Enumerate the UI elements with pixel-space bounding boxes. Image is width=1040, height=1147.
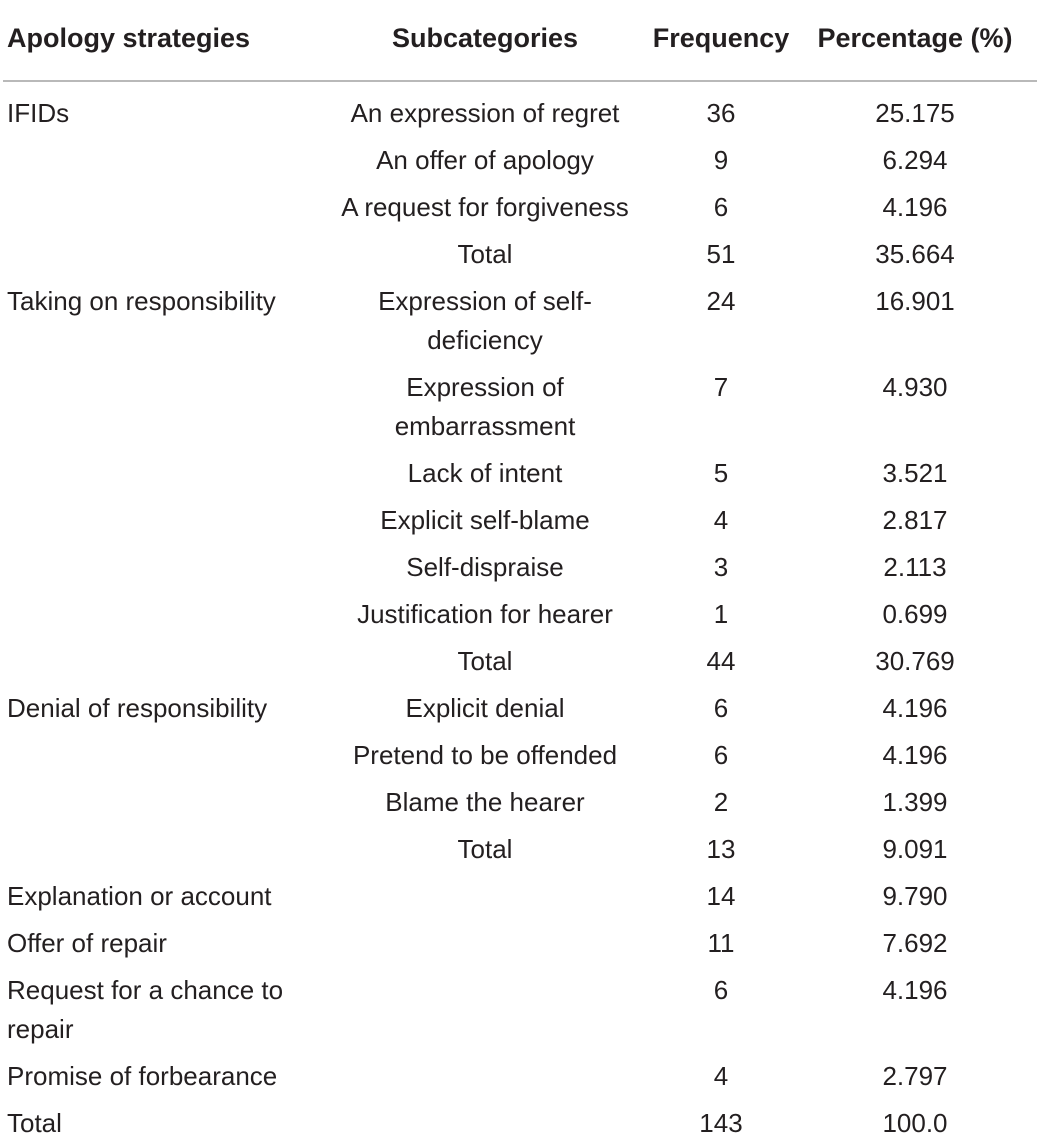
table-row: [3, 278, 1037, 364]
strategy-cell: [3, 544, 321, 591]
table-row: [3, 873, 1037, 920]
strategy-cell: [3, 231, 321, 278]
percentage-cell: 4.196: [882, 192, 948, 222]
table-row-grand-total: [3, 1100, 1037, 1147]
strategy-cell: [3, 450, 321, 497]
frequency-cell: 44: [706, 646, 736, 676]
percentage-cell: 3.521: [882, 458, 948, 488]
strategy-cell: [3, 497, 321, 544]
subcategory-cell: [321, 873, 649, 920]
frequency-cell: 13: [706, 834, 736, 864]
table-row: [3, 497, 1037, 544]
frequency-cell: 51: [706, 239, 736, 269]
percentage-cell: 4.196: [882, 975, 948, 1005]
table-row: [3, 826, 1037, 873]
subcategory-cell: Expression of self-deficiency: [378, 286, 592, 355]
strategy-cell: [3, 779, 321, 826]
table-row: [3, 591, 1037, 638]
table-row: [3, 231, 1037, 278]
subcategory-cell: Expression of embarrassment: [394, 372, 576, 441]
percentage-cell: 25.175: [875, 98, 955, 128]
frequency-cell: 143: [699, 1108, 743, 1138]
strategy-cell: Total: [7, 1108, 62, 1138]
table-row: [3, 544, 1037, 591]
table-row: [3, 184, 1037, 231]
frequency-cell: 4: [713, 1061, 729, 1091]
percentage-cell: 2.817: [882, 505, 948, 535]
strategy-cell: [3, 364, 321, 450]
percentage-cell: 35.664: [875, 239, 955, 269]
subcategory-cell: Total: [457, 834, 513, 864]
frequency-cell: 4: [713, 505, 729, 535]
frequency-cell: 9: [713, 145, 729, 175]
table-header: [3, 0, 1037, 81]
table-row: [3, 779, 1037, 826]
percentage-cell: 9.790: [882, 881, 948, 911]
table-row: [3, 732, 1037, 779]
percentage-cell: 4.930: [882, 372, 948, 402]
strategy-cell: Offer of repair: [7, 928, 167, 958]
frequency-cell: 6: [713, 192, 729, 222]
percentage-cell: 4.196: [882, 693, 948, 723]
header-frequency: Frequency: [649, 0, 793, 81]
subcategory-cell: Self-dispraise: [406, 552, 564, 582]
percentage-cell: 9.091: [882, 834, 948, 864]
strategy-cell: [3, 826, 321, 873]
subcategory-cell: An expression of regret: [350, 98, 620, 128]
frequency-cell: 24: [706, 286, 736, 316]
strategy-cell: [3, 137, 321, 184]
header-subcategories: Subcategories: [321, 0, 649, 81]
frequency-cell: 1: [713, 599, 729, 629]
strategy-cell: Request for a chance to repair: [7, 975, 284, 1044]
percentage-cell: 100.0: [882, 1108, 948, 1138]
percentage-cell: 7.692: [882, 928, 948, 958]
percentage-cell: 16.901: [875, 286, 955, 316]
frequency-cell: 6: [713, 740, 729, 770]
frequency-cell: 36: [706, 98, 736, 128]
strategy-cell: Taking on responsibility: [7, 286, 276, 316]
table-row: [3, 685, 1037, 732]
table-row: [3, 137, 1037, 184]
header-row: [3, 0, 1037, 81]
table-row: [3, 967, 1037, 1053]
table-row: [3, 81, 1037, 137]
subcategory-cell: Total: [457, 646, 513, 676]
subcategory-cell: Blame the hearer: [385, 787, 585, 817]
frequency-cell: 6: [713, 693, 729, 723]
subcategory-cell: A request for forgiveness: [341, 192, 629, 222]
frequency-cell: 3: [713, 552, 729, 582]
subcategory-cell: Lack of intent: [407, 458, 563, 488]
percentage-cell: 4.196: [882, 740, 948, 770]
header-percentage: Percentage (%): [793, 0, 1037, 81]
header-apology-strategies: Apology strategies: [3, 0, 321, 81]
frequency-cell: 7: [713, 372, 729, 402]
subcategory-cell: Justification for hearer: [357, 599, 613, 629]
subcategory-cell: Explicit self-blame: [380, 505, 590, 535]
table-body: [3, 81, 1037, 1147]
percentage-cell: 1.399: [882, 787, 948, 817]
subcategory-cell: [321, 920, 649, 967]
subcategory-cell: Pretend to be offended: [352, 740, 618, 770]
strategy-cell: [3, 732, 321, 779]
subcategory-cell: [321, 1053, 649, 1100]
percentage-cell: 30.769: [875, 646, 955, 676]
percentage-cell: 2.113: [883, 552, 947, 582]
apology-strategies-table: [3, 0, 1037, 1147]
strategy-cell: Explanation or account: [7, 881, 272, 911]
strategy-cell: [3, 591, 321, 638]
percentage-cell: 0.699: [882, 599, 948, 629]
frequency-cell: 5: [713, 458, 729, 488]
frequency-cell: 11: [707, 928, 735, 958]
strategy-cell: Promise of forbearance: [7, 1061, 278, 1091]
table-row: [3, 1053, 1037, 1100]
table-row: [3, 638, 1037, 685]
table-row: [3, 364, 1037, 450]
subcategory-cell: Explicit denial: [405, 693, 565, 723]
subcategory-cell: [321, 967, 649, 1053]
percentage-cell: 2.797: [882, 1061, 948, 1091]
percentage-cell: 6.294: [882, 145, 948, 175]
subcategory-cell: [321, 1100, 649, 1147]
table-row: [3, 450, 1037, 497]
table-row: [3, 920, 1037, 967]
frequency-cell: 2: [713, 787, 729, 817]
frequency-cell: 14: [706, 881, 736, 911]
subcategory-cell: An offer of apology: [376, 145, 594, 175]
frequency-cell: 6: [713, 975, 729, 1005]
strategy-cell: [3, 184, 321, 231]
strategy-cell: [3, 638, 321, 685]
subcategory-cell: Total: [457, 239, 513, 269]
strategy-cell: IFIDs: [7, 98, 70, 128]
strategy-cell: Denial of responsibility: [7, 693, 268, 723]
